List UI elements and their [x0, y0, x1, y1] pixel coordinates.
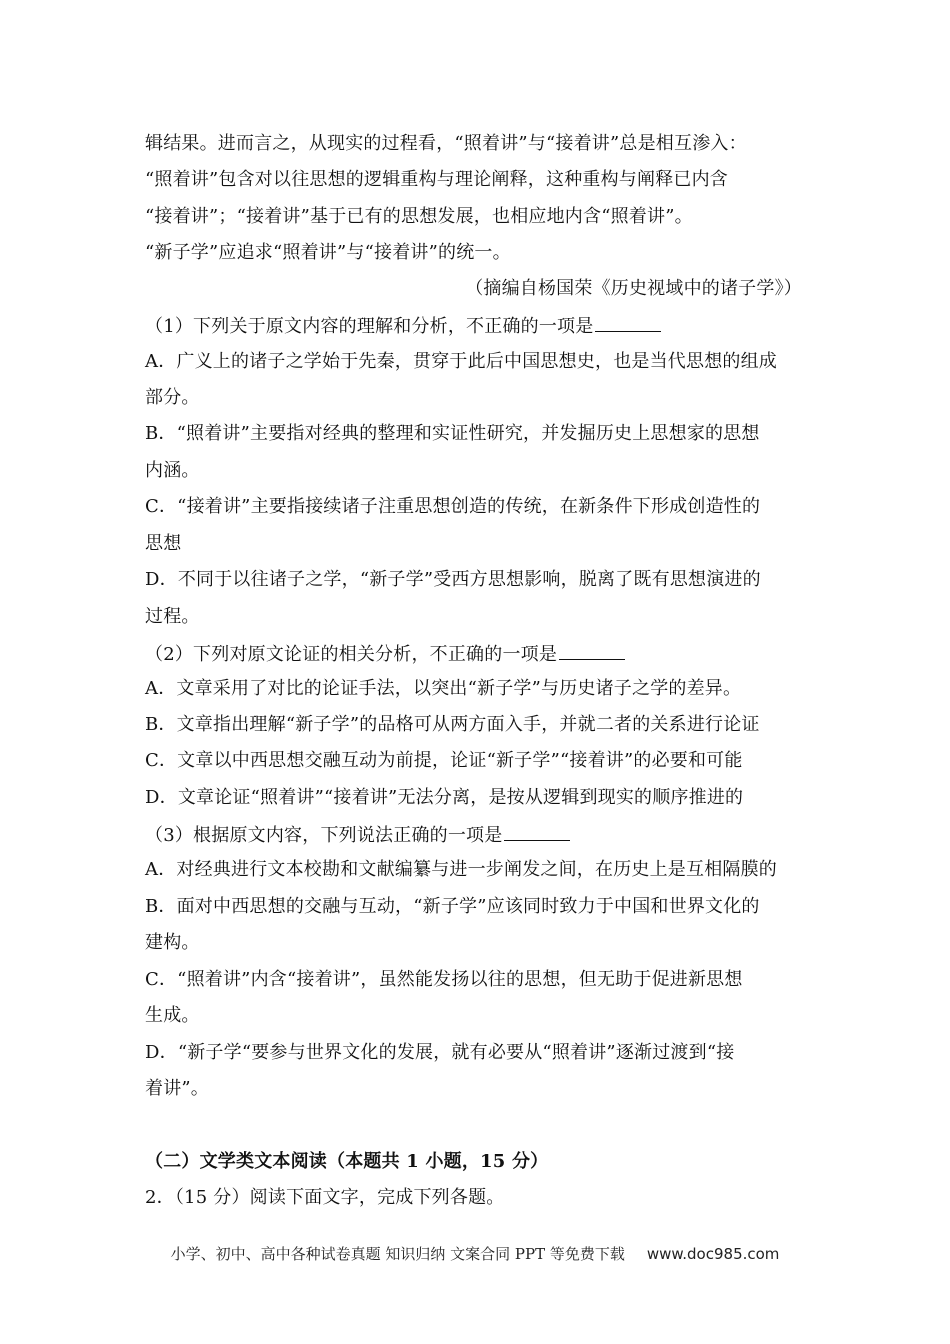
q3-option-b-cont: 建构。 — [145, 932, 200, 953]
answer-blank — [504, 822, 570, 841]
footer-text: 小学、初中、高中各种试卷真题 知识归纳 文案合同 PPT 等免费下载 — [170, 1245, 625, 1263]
question-1-text: （1）下列关于原文内容的理解和分析，不正确的一项是 — [145, 316, 594, 337]
q1-option-a: A．广义上的诸子之学始于先秦，贯穿于此后中国思想史，也是当代思想的组成 — [145, 351, 777, 372]
passage-source: （摘编自杨国荣《历史视域中的诸子学》） — [465, 278, 802, 299]
q1-option-c: C．“接着讲”主要指接续诸子注重思想创造的传统，在新条件下形成创造性的 — [145, 496, 761, 517]
q3-option-a: A．对经典进行文本校勘和文献编纂与进一步阐发之间，在历史上是互相隔膜的 — [145, 859, 777, 880]
q3-option-c-cont: 生成。 — [145, 1005, 200, 1026]
q3-option-b: B．面对中西思想的交融与互动，“新子学”应该同时致力于中国和世界文化的 — [145, 896, 760, 917]
answer-blank — [595, 313, 661, 332]
footer-url[interactable]: www.doc985.com — [646, 1245, 780, 1263]
q3-option-d: D．“新子学“要参与世界文化的发展，就有必要从“照着讲”逐渐过渡到“接 — [145, 1042, 735, 1063]
question-3-stem — [145, 822, 570, 848]
q1-option-d-cont: 过程。 — [145, 606, 200, 627]
passage-line: “接着讲”；“接着讲”基于已有的思想发展，也相应地内含“照着讲”。 — [145, 206, 693, 227]
q1-option-a-cont: 部分。 — [145, 387, 200, 408]
answer-blank — [559, 641, 625, 660]
section-heading: （二）文学类文本阅读（本题共 1 小题，15 分） — [145, 1151, 549, 1172]
passage-line: “照着讲”包含对以往思想的逻辑重构与理论阐释，这种重构与阐释已内含 — [145, 169, 729, 190]
passage-line: “新子学”应追求“照着讲”与“接着讲”的统一。 — [145, 242, 511, 263]
question-2-main: 2．（15 分）阅读下面文字，完成下列各题。 — [145, 1187, 505, 1208]
q3-option-d-cont: 着讲”。 — [145, 1078, 210, 1099]
question-1-stem — [145, 313, 661, 339]
question-3-text: （3）根据原文内容，下列说法正确的一项是 — [145, 825, 503, 846]
question-2-text: （2）下列对原文论证的相关分析，不正确的一项是 — [145, 644, 558, 665]
page-footer — [0, 1244, 950, 1264]
question-2-stem — [145, 641, 625, 667]
q3-option-c: C．“照着讲”内含“接着讲”，虽然能发扬以往的思想，但无助于促进新思想 — [145, 969, 743, 990]
q1-option-b: B．“照着讲”主要指对经典的整理和实证性研究，并发掘历史上思想家的思想 — [145, 423, 760, 444]
q1-option-b-cont: 内涵。 — [145, 460, 200, 481]
q2-option-d: D．文章论证“照着讲”“接着讲”无法分离，是按从逻辑到现实的顺序推进的 — [145, 787, 744, 808]
q1-option-d: D．不同于以往诸子之学，“新子学”受西方思想影响，脱离了既有思想演进的 — [145, 569, 761, 590]
passage-line: 辑结果。进而言之，从现实的过程看，“照着讲”与“接着讲”总是相互渗入： — [145, 133, 747, 154]
q2-option-c: C．文章以中西思想交融互动为前提，论证“新子学”“接着讲”的必要和可能 — [145, 750, 743, 771]
q2-option-a: A．文章采用了对比的论证手法，以突出“新子学”与历史诸子之学的差异。 — [145, 678, 742, 699]
q2-option-b: B．文章指出理解“新子学”的品格可从两方面入手，并就二者的关系进行论证 — [145, 714, 760, 735]
q1-option-c-cont: 思想 — [145, 533, 182, 554]
